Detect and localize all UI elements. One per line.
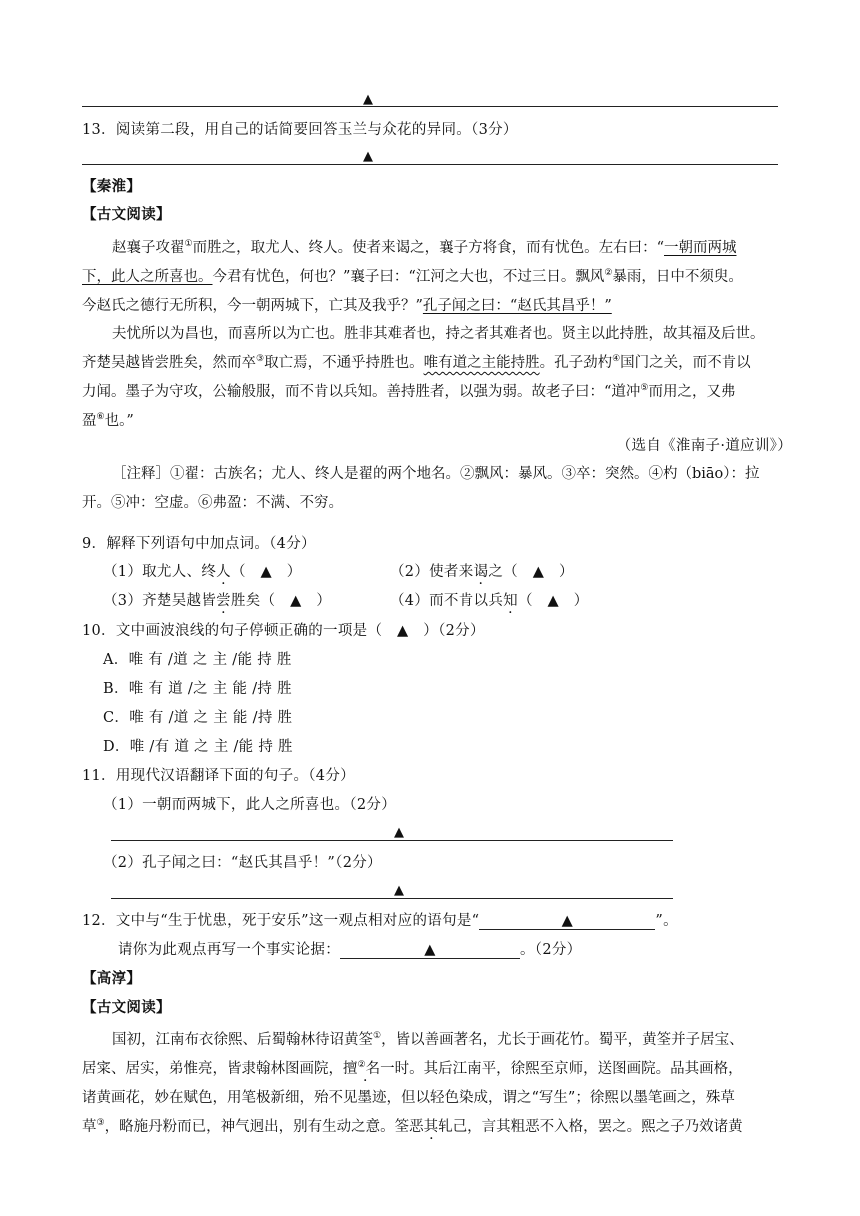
passage-text: 今赵氏之德行无所积，今一朝两城下，亡其及我乎？” — [82, 298, 423, 314]
footnote-ref: ① — [373, 1031, 382, 1042]
dotted-word: 擅 — [343, 1061, 358, 1077]
passage-text: 取亡焉，不通乎持胜也。 — [264, 355, 424, 371]
footnote-ref: ② — [604, 268, 613, 279]
passage-paragraph-2 — [82, 320, 782, 436]
question-11-title: 11．用现代汉语翻译下面的句子。（4分） — [82, 768, 355, 784]
passage-paragraph-gaochun: 国初，江南布衣徐熙、后蜀翰林待诏黄筌①，皆以善画著名，尤长于画花竹。蜀平，黄筌并子居宝、 居寀、居实，弟惟亮，皆隶翰林图画院，擅②名一时。其后江南平，徐熙至京师，送图画院。品其画格， 诸黄画花，妙在赋色，用笔极新细，殆不见墨迹，但以轻色染成，谓之“写生”；徐熙以墨笔画之，殊草 草③，略施丹粉而已，神气迥出，别有生动之意。筌恶其轧己，言其粗恶不入格，罢之。熙之子乃效诸黄 — [82, 1031, 744, 1135]
footnote-ref: ⑥ — [96, 412, 105, 423]
question-11-sentence-2: （2）孔子闻之曰：“赵氏其昌乎！”（2分） — [103, 855, 382, 871]
answer-line[interactable] — [82, 106, 778, 107]
question-12-line-2: 请你为此观点再写一个事实论据： ▲ 。（2分） — [118, 942, 582, 958]
section-label-gaochun: 【高淳】 — [82, 970, 142, 987]
dotted-word: 尝 — [216, 593, 231, 609]
passage-source: （选自《淮南子·道应训》） — [616, 438, 792, 454]
answer-line[interactable] — [111, 898, 673, 899]
answer-line[interactable] — [82, 164, 778, 165]
question-10-title: 10．文中画波浪线的句子停顿正确的一项是（ ▲ ）（2分） — [82, 623, 485, 639]
dotted-word: 人 — [216, 564, 231, 580]
option-c: C．唯 有 /道 之 主 能 /持 胜 — [103, 710, 293, 726]
question-12: 12．文中与“生于忧患，死于安乐”这一观点相对应的语句是“ ▲ ”。 — [82, 913, 678, 929]
section-subtitle: 【古文阅读】 — [82, 999, 171, 1016]
question-9-item: （1）取尤人、终人（ ▲ ） — [103, 564, 302, 580]
passage-paragraph-1 — [82, 234, 778, 321]
question-13: 13．阅读第二段，用自己的话简要回答玉兰与众花的异同。（3分） — [82, 122, 518, 138]
passage-text: 力闻。墨子为守攻，公输般服，而不肯以兵知。善持胜者，以强为弱。故老子曰：“道冲 — [82, 384, 641, 400]
dotted-word: 知 — [503, 593, 518, 609]
question-11-sentence-1: （1）一朝而两城下，此人之所喜也。（2分） — [103, 797, 396, 813]
question-9-title: 9．解释下列语句中加点词。（4分） — [82, 536, 316, 552]
dotted-word: 恶 — [409, 1119, 424, 1135]
dotted-word: 谒 — [473, 564, 489, 580]
option-b: B．唯 有 道 /之 主 能 /持 胜 — [103, 681, 292, 697]
passage-text: 而用之，又弗 — [648, 384, 736, 400]
passage-text: 也。” — [104, 413, 134, 429]
answer-marker: ▲ — [363, 149, 373, 164]
footnote-ref: ④ — [612, 354, 621, 365]
footnote-ref: ⑤ — [640, 383, 649, 394]
option-d: D．唯 /有 道 之 主 /能 持 胜 — [103, 739, 293, 755]
notes-text: ［注释］①翟：古族名；尤人、终人是翟的两个地名。②飘风：暴风。③卒：突然。④杓（biāo）：拉 — [112, 466, 760, 482]
answer-marker: ▲ — [394, 883, 404, 898]
footnote-ref: ③ — [96, 1118, 105, 1129]
underlined-sentence: 孔子闻之曰：“赵氏其昌乎！” — [422, 298, 612, 314]
passage-text: 盈 — [82, 413, 97, 429]
answer-line[interactable] — [111, 840, 673, 841]
answer-marker: ▲ — [394, 825, 404, 840]
footnote-ref: ② — [357, 1060, 366, 1071]
passage-text: 国门之关，而不肯以 — [620, 355, 751, 371]
question-9-item: （3）齐楚吴越皆尝胜矣（ ▲ ） — [103, 593, 332, 609]
passage-notes — [82, 460, 782, 518]
underlined-sentence: 一朝而两城 — [664, 240, 737, 256]
underlined-sentence: 下，此人之所喜也。 — [82, 269, 213, 285]
passage-text: 赵襄子攻翟 — [112, 240, 185, 256]
passage-text: 夫忧所以为昌也，而喜所以为亡也。胜非其难者也，持之者其难者也。贤主以此持胜，故其福及后世。 — [112, 326, 765, 342]
answer-marker: ▲ — [363, 92, 373, 107]
option-a: A．唯 有 /道 之 主 /能 持 胜 — [103, 652, 292, 668]
question-9-item: （2）使者来谒之（ ▲ ） — [390, 564, 574, 580]
passage-text: 。孔子劲杓 — [539, 355, 613, 371]
notes-text: 开。⑤冲：空虚。⑥弗盈：不满、不穷。 — [82, 495, 343, 511]
passage-text: 齐楚吴越皆尝胜矣，然而卒 — [82, 355, 256, 371]
footnote-ref: ③ — [256, 354, 265, 365]
wavy-underlined-sentence: 唯有道之主能持胜 — [423, 355, 540, 371]
passage-text: 而胜之，取尤人、终人。使者来谒之，襄子方将食，而有忧色。左右曰：“ — [192, 240, 664, 256]
footnote-ref: ① — [184, 239, 193, 250]
question-9-item: （4）而不肯以兵知（ ▲ ） — [390, 593, 589, 609]
section-subtitle: 【古文阅读】 — [82, 206, 171, 223]
section-label-qinhuai: 【秦淮】 — [82, 178, 142, 195]
answer-blank[interactable]: ▲ — [479, 913, 655, 930]
passage-text: 暴雨，日中不须臾。 — [612, 269, 743, 285]
answer-blank[interactable]: ▲ — [340, 942, 520, 959]
passage-text: 今君有忧色，何也？”襄子曰：“江河之大也，不过三日。飘风 — [212, 269, 605, 285]
